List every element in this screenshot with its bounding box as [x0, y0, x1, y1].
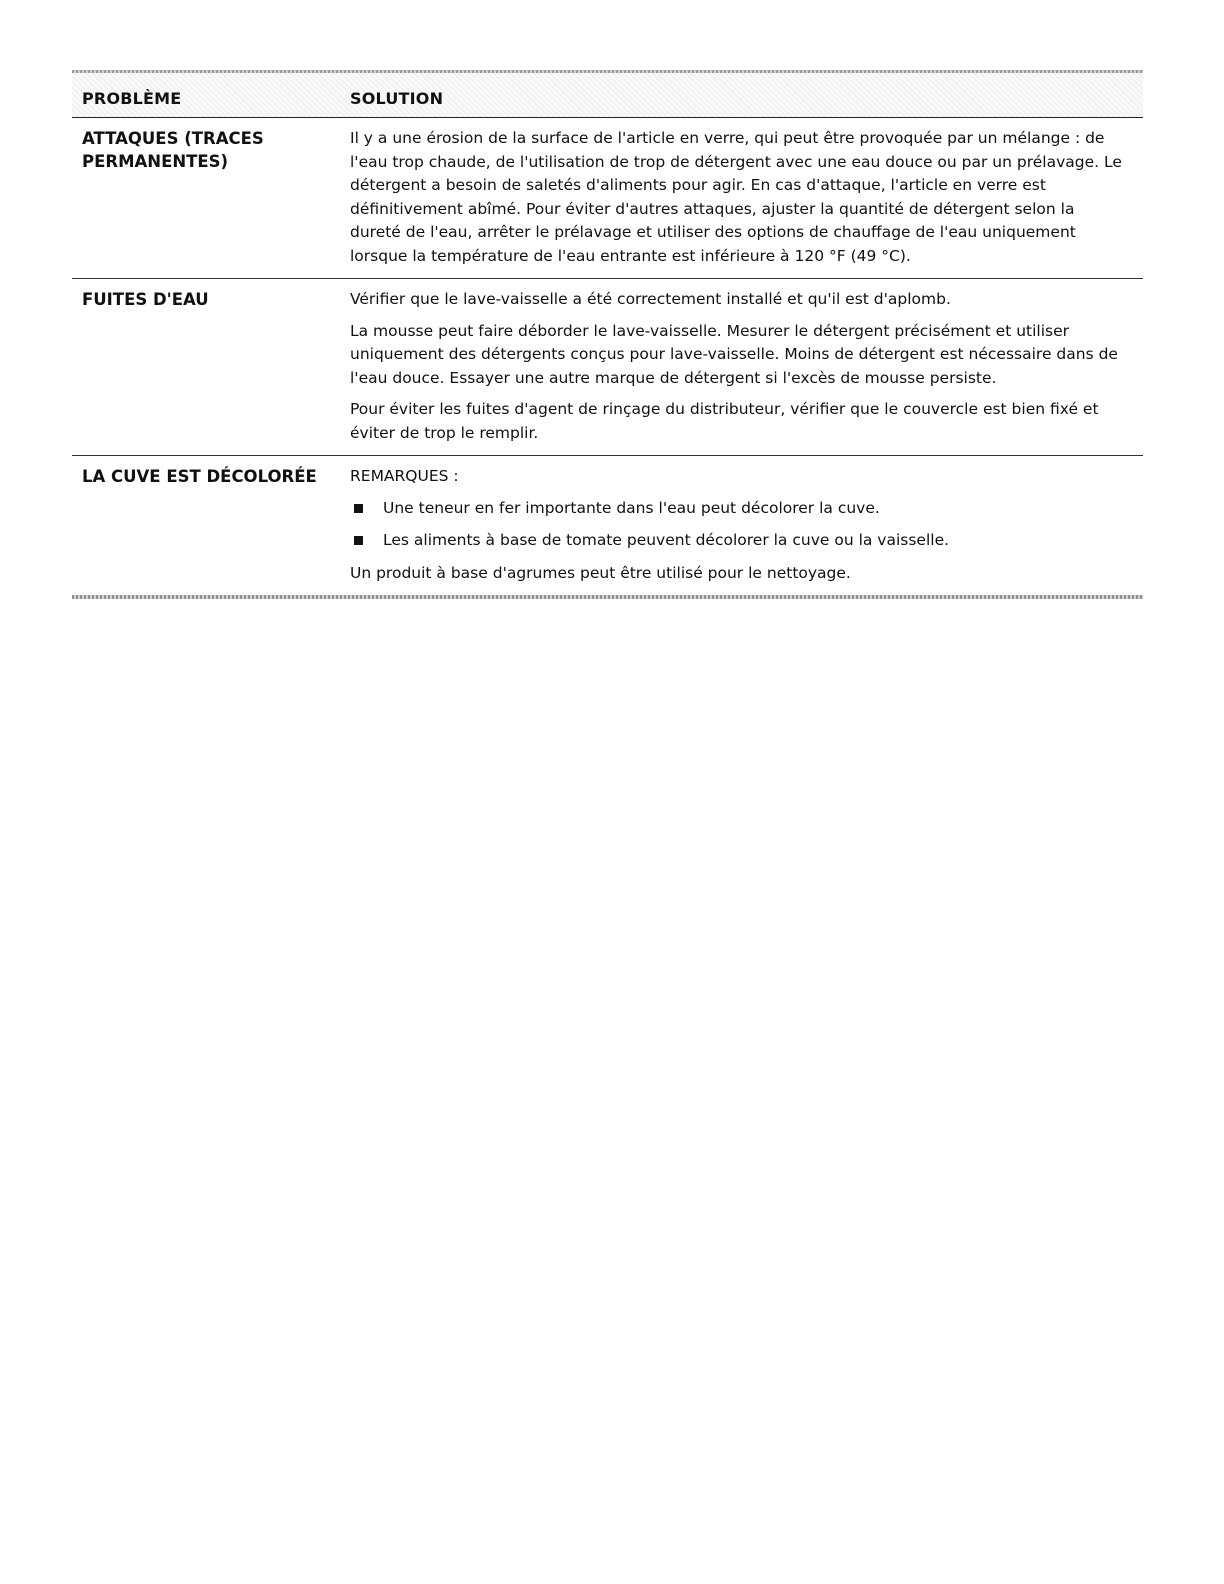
solution-cell [350, 288, 1143, 445]
bullet-text: Les aliments à base de tomate peuvent décolorer la cuve ou la vaisselle. [383, 531, 950, 549]
solution-paragraph: La mousse peut faire déborder le lave-vaisselle. Mesurer le détergent précisément et utiliser uniquement des détergents conçus pour lave-vaisselle. Moins de détergent est nécessaire dans de l'eau douce. Essayer une autre marque de détergent si l'excès de mousse persiste. [350, 321, 1118, 387]
bullet-text: Une teneur en fer importante dans l'eau peut décolorer la cuve. [383, 498, 880, 517]
troubleshooting-table [72, 70, 1143, 599]
solution-cell [350, 127, 1143, 268]
problem-cell: ATTAQUES (TRACES PERMANENTES) [82, 129, 264, 171]
table-header [72, 73, 1143, 118]
bullet-item [350, 529, 1129, 553]
square-bullet-icon [354, 536, 363, 545]
solution-paragraph: Il y a une érosion de la surface de l'article en verre, qui peut être provoquée par un mélange : de l'eau trop chaude, de l'utilisation de trop de détergent avec une eau douce ou par un prélavage. Le détergent a besoin de saletés d'aliments pour agir. En cas d'attaque, l'article en verre est définitivement abîmé. Pour éviter d'autres attaques, ajuster la quantité de détergent selon la dureté de l'eau, arrêter le prélavage et utiliser des options de chauffage de l'eau uniquement lorsque la température de l'eau entrante est inférieure à 120 °F (49 °C). [350, 129, 1122, 265]
solution-paragraph: Un produit à base d'agrumes peut être utilisé pour le nettoyage. [350, 563, 851, 582]
solution-paragraph: Pour éviter les fuites d'agent de rinçage du distributeur, vérifier que le couvercle est bien fixé et éviter de trop le remplir. [350, 400, 1099, 442]
problem-cell: LA CUVE EST DÉCOLORÉE [82, 467, 317, 486]
remarks-heading: REMARQUES : [350, 467, 459, 485]
solution-paragraph: Vérifier que le lave-vaisselle a été correctement installé et qu'il est d'aplomb. [350, 290, 951, 308]
table-row [72, 279, 1143, 456]
table-row [72, 456, 1143, 595]
square-bullet-icon [354, 504, 363, 513]
problem-cell: FUITES D'EAU [82, 290, 209, 309]
bullet-item [350, 497, 1129, 521]
table-row [72, 118, 1143, 279]
header-problem: PROBLÈME [82, 88, 182, 108]
solution-cell [350, 465, 1143, 585]
header-solution: SOLUTION [350, 88, 444, 108]
bottom-rule [72, 595, 1143, 599]
